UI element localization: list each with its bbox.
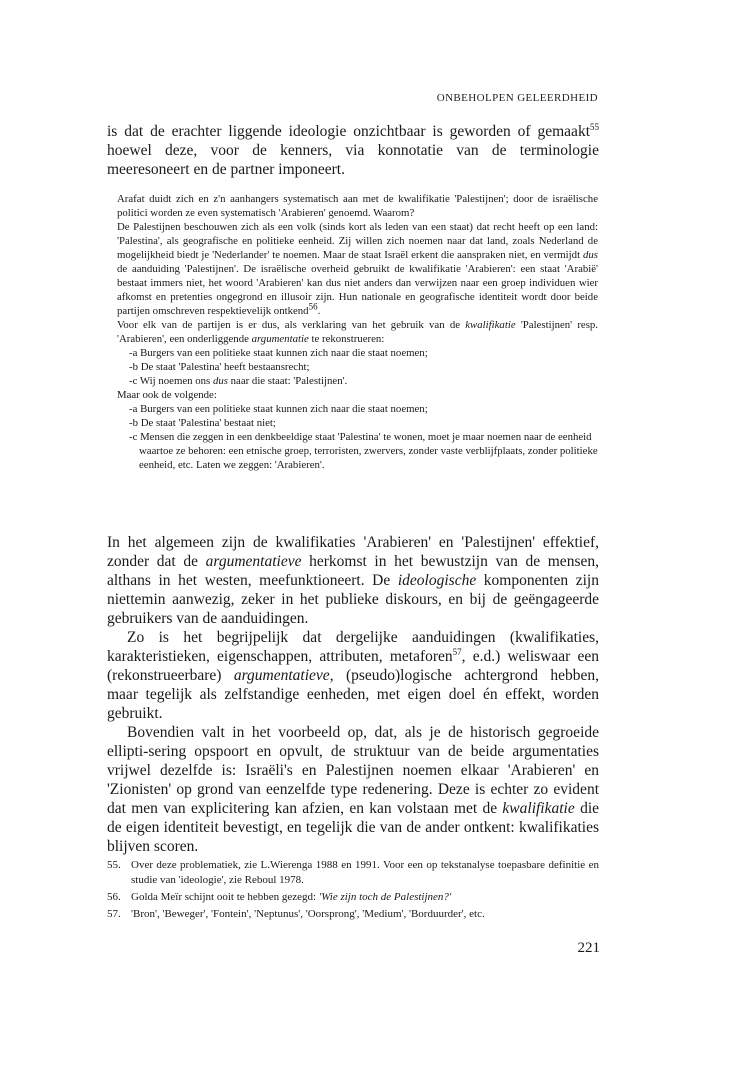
quote-p2-text-a: De Palestijnen beschouwen zich als een volk (sinds kort als leden van een staat) dat recht heeft op een land: 'Palestina', als geografische en politieke eenheid. Zij willen zich noemen naar dat land, zoals Nederland de mogelijkheid biedt je 'Nederlander' te noemen. Maar de staat Israël erkent die aanspraken niet, en vermijdt bbox=[117, 221, 598, 261]
quote-paragraph-4: Maar ook de volgende: bbox=[117, 389, 217, 401]
quote-p3-emphasis-1: kwalifikatie bbox=[465, 319, 516, 331]
footnotes bbox=[107, 858, 599, 924]
quote-p2-text-b: de aanduiding 'Palestijnen'. De israëlische overheid gebruikt de kwalifikatie 'Arabieren': een staat 'Arabië' bestaat immers niet, het woord 'Arabieren' kan dus niet anders dan verwijzen naar een groep individuen wier afkomst en pretenties ongegrond en illusoir zijn. Hun nationale en geografische identiteit wordt door beide partijen omschreven respektievelijk ontkend bbox=[117, 263, 598, 317]
intro-text-1: is dat de erachter liggende ideologie onzichtbaar is geworden of gemaakt bbox=[107, 123, 590, 140]
argument-1-premise-a: -a Burgers van een politieke staat kunnen zich naar die staat noemen; bbox=[129, 347, 428, 359]
argument-2-premise-a: -a Burgers van een politieke staat kunnen zich naar die staat noemen; bbox=[129, 403, 428, 415]
main-p3-text-a: Bovendien valt in het voorbeeld op, dat, als je de historisch gegroeide ellipti-sering opspoort en opvult, de struktuur van de beide argumentaties vrijwel dezelfde is: Israëli's en Palestijnen noemen elkaar 'Arabieren' en 'Zionisten' op grond van eenzelfde type redenering. Deze is echter zo evident dat men van explicitering kan afzien, en kan volstaan met de bbox=[107, 724, 599, 817]
quote-p3-emphasis-2: argumentatie bbox=[251, 333, 309, 345]
running-header: ONBEHOLPEN GELEERDHEID bbox=[436, 92, 598, 104]
footnote-number: 57. bbox=[107, 908, 121, 920]
main-p3-text-b: die de eigen identiteit bevestigt, en tegelijk die van de ander ontkent: kwalifikaties blijven scoren. bbox=[107, 800, 599, 855]
main-p1-text-c: komponenten zijn niettemin aanwezig, zeker in het publieke diskours, en bij de geëngageerde gebruikers van de aanduidingen. bbox=[107, 572, 599, 627]
argument-2-premise-b: -b De staat 'Palestina' bestaat niet; bbox=[129, 417, 276, 429]
main-p2-text-c: , (pseudo)logische achtergrond hebben, maar tegelijk als zelfstandige eenheden, met eigen doel én effekt, worden gebruikt. bbox=[107, 667, 599, 722]
argument-1-conclusion-b: naar die staat: 'Palestijnen'. bbox=[227, 375, 348, 387]
page-number: 221 bbox=[577, 940, 600, 956]
main-p2-text-b: , e.d.) weliswaar een (rekonstrueerbare) bbox=[107, 648, 600, 684]
argument-1-conclusion bbox=[117, 374, 598, 388]
quote-p3-text-b: 'Palestijnen' resp. 'Arabieren', een onderliggende bbox=[117, 319, 599, 345]
main-p1-emphasis-1: argumentatieve bbox=[205, 553, 302, 570]
main-p2-text-a: Zo is het begrijpelijk dat dergelijke aanduidingen (kwalifikaties, karakteristieken, eigenschappen, attributen, metaforen bbox=[107, 629, 599, 665]
footnote-text bbox=[131, 890, 599, 905]
quote-p3-text-a: Voor elk van de partijen is er dus, als verklaring van het gebruik van de bbox=[117, 319, 466, 331]
footnote-ref-56[interactable]: 56 bbox=[308, 301, 318, 312]
block-quote bbox=[117, 192, 598, 472]
footnote-ref-55[interactable]: 55 bbox=[590, 121, 599, 132]
quote-paragraph-2 bbox=[117, 220, 598, 318]
footnote-57 bbox=[107, 907, 599, 922]
main-p1-text-a: In het algemeen zijn de kwalifikaties 'Arabieren' en 'Palestijnen' effektief, zonder dat de bbox=[107, 534, 599, 570]
argument-1-conclusion-a: -c Wij noemen ons bbox=[129, 375, 213, 387]
argument-1-conclusion-emphasis: dus bbox=[212, 375, 228, 387]
footnote-number: 55. bbox=[107, 859, 121, 871]
footnote-text: Over deze problematiek, zie L.Wierenga 1988 en 1991. Voor een op tekstanalyse toepasbare definitie en studie van 'ideologie', zie Reboul 1978. bbox=[131, 859, 599, 886]
argument-1-premise-b: -b De staat 'Palestina' heeft bestaansrecht; bbox=[129, 361, 310, 373]
main-text bbox=[107, 533, 599, 856]
main-paragraph-1 bbox=[107, 533, 599, 628]
quote-paragraph-3 bbox=[117, 318, 598, 346]
footnote-56 bbox=[107, 890, 599, 905]
main-p1-emphasis-2: ideologische bbox=[397, 572, 477, 589]
quote-p2-text-c: . bbox=[317, 305, 321, 317]
main-p1-text-b: herkomst in het bewustzijn van de mensen, althans in het westen, meefunktioneert. De bbox=[107, 553, 599, 589]
argument-2-conclusion: -c Mensen die zeggen in een denkbeeldige staat 'Palestina' te wonen, moet je maar noemen naar de eenheid waartoe ze behoren: een etnische groep, terroristen, zwervers, zonder vaste verblijfplaats, zonder politieke eenheid, etc. Laten we zeggen: 'Arabieren'. bbox=[129, 431, 598, 471]
intro-text-2: hoewel deze, voor de kenners, via konnotatie van de terminologie meeresoneert en de partner imponeert. bbox=[107, 142, 599, 178]
footnote-55 bbox=[107, 858, 599, 888]
quote-paragraph-1: Arafat duidt zich en z'n aanhangers systematisch aan met de kwalifikatie 'Palestijnen'; door de israëlische politici worden ze even systematisch 'Arabieren' genoemd. Waarom? bbox=[117, 193, 598, 219]
footnote-56-text-a: Golda Meïr schijnt ooit te hebben gezegd: bbox=[131, 891, 319, 903]
quote-p2-emphasis: dus bbox=[583, 249, 598, 261]
footnote-number: 56. bbox=[107, 891, 121, 903]
quote-p3-text-c: te rekonstrueren: bbox=[308, 333, 385, 345]
footnote-56-quote: 'Wie zijn toch de Palestijnen?' bbox=[318, 891, 452, 903]
footnote-text: 'Bron', 'Beweger', 'Fontein', 'Neptunus', 'Oorsprong', 'Medium', 'Borduurder', etc. bbox=[131, 908, 485, 920]
intro-paragraph bbox=[107, 122, 599, 179]
main-paragraph-2 bbox=[107, 628, 599, 723]
main-p3-emphasis: kwalifikatie bbox=[502, 800, 575, 817]
main-p2-emphasis: argumentatieve bbox=[233, 667, 330, 684]
main-paragraph-3 bbox=[107, 723, 599, 856]
footnote-ref-57[interactable]: 57 bbox=[452, 646, 462, 657]
